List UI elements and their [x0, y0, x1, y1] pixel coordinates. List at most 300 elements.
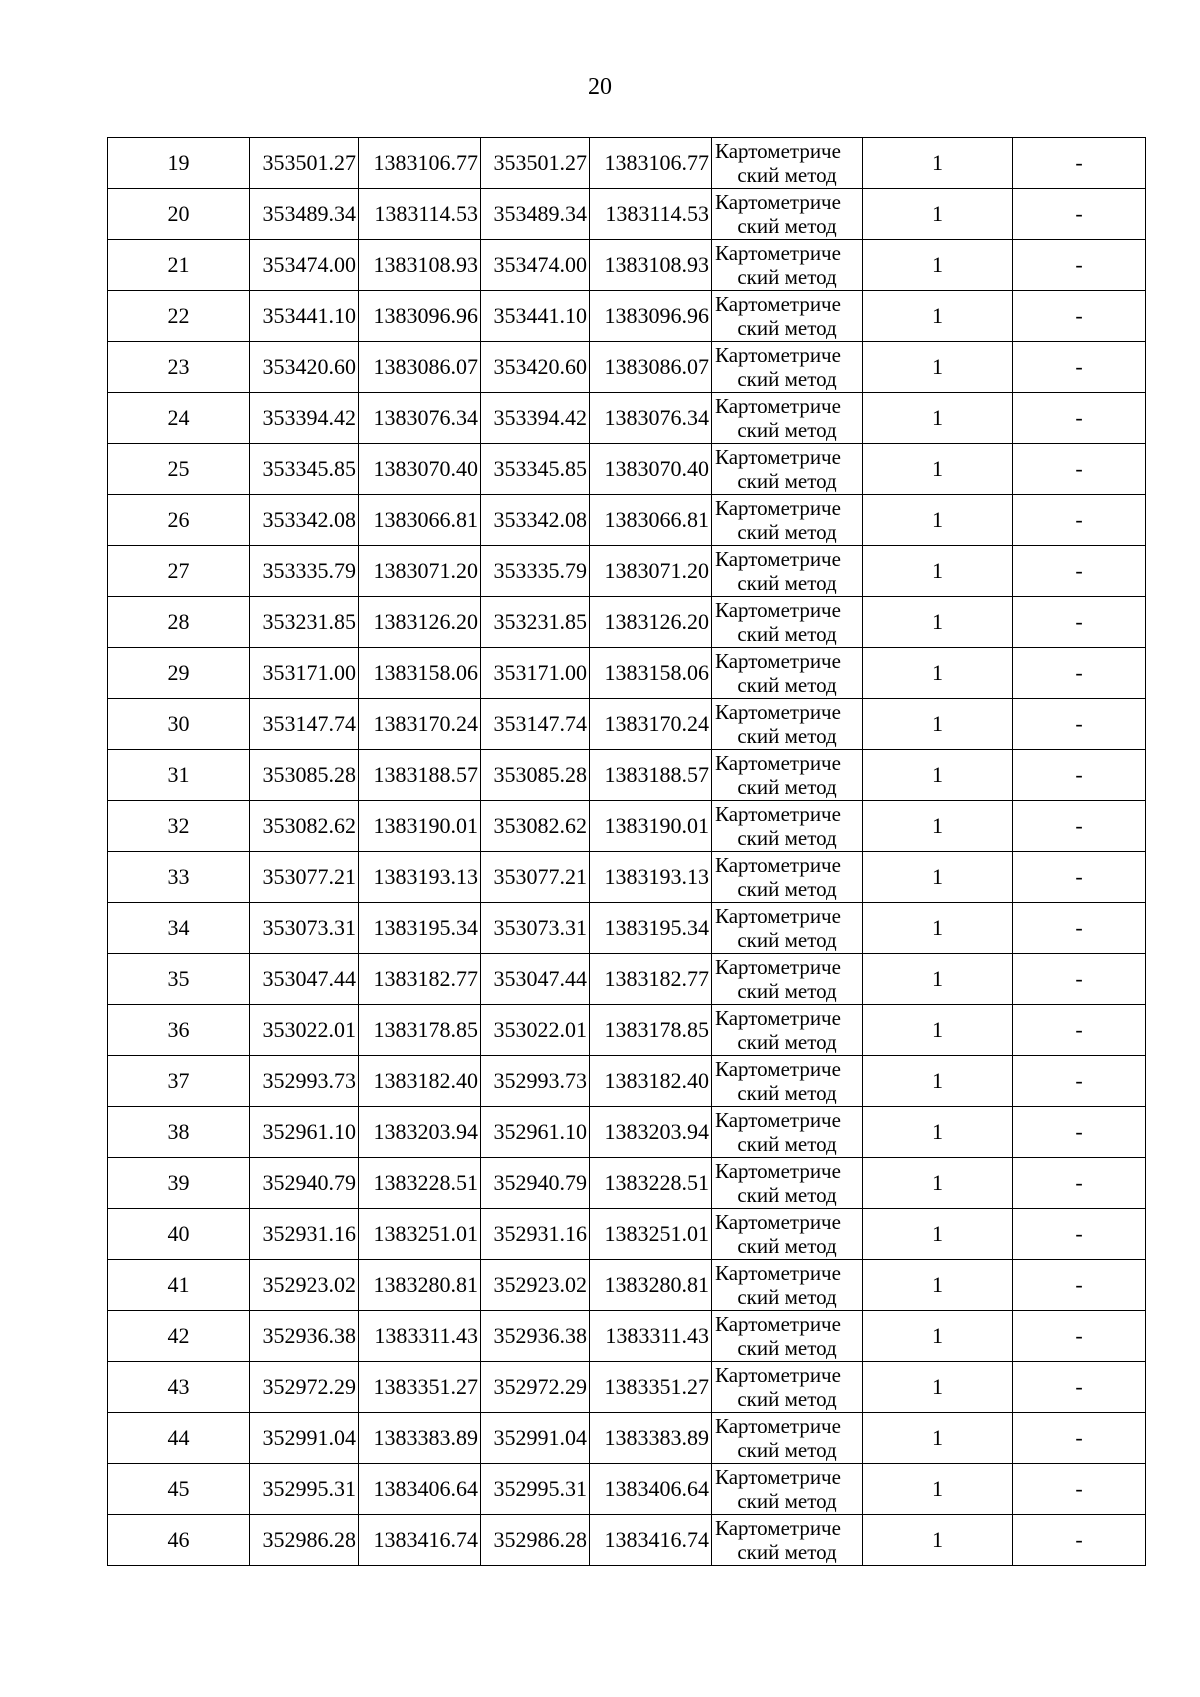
- method-line-1: Картометриче: [715, 955, 841, 979]
- y-refined-cell: 1383203.94: [590, 1107, 712, 1158]
- x-refined-cell: 353231.85: [481, 597, 590, 648]
- point-number-cell: 45: [108, 1464, 250, 1515]
- coordinates-table-body: [108, 138, 1146, 1566]
- method-line-2: ский метод: [737, 265, 837, 289]
- y-refined-cell: 1383096.96: [590, 291, 712, 342]
- accuracy-cell: 1: [863, 1515, 1013, 1566]
- y-refined-cell: 1383193.13: [590, 852, 712, 903]
- table-row: [108, 1464, 1146, 1515]
- note-cell: -: [1013, 291, 1146, 342]
- x-existing-cell: 352931.16: [250, 1209, 359, 1260]
- note-cell: -: [1013, 1362, 1146, 1413]
- method-line-1: Картометриче: [715, 802, 841, 826]
- method-line-1: Картометриче: [715, 1210, 841, 1234]
- method-cell: [712, 444, 863, 495]
- table-row: [108, 1260, 1146, 1311]
- method-line-1: Картометриче: [715, 1006, 841, 1030]
- x-existing-cell: 353441.10: [250, 291, 359, 342]
- method-cell: [712, 699, 863, 750]
- accuracy-cell: 1: [863, 648, 1013, 699]
- accuracy-cell: 1: [863, 1311, 1013, 1362]
- x-existing-cell: 352936.38: [250, 1311, 359, 1362]
- y-refined-cell: 1383126.20: [590, 597, 712, 648]
- method-line-1: Картометриче: [715, 445, 841, 469]
- y-refined-cell: 1383182.40: [590, 1056, 712, 1107]
- note-cell: -: [1013, 1515, 1146, 1566]
- note-cell: -: [1013, 495, 1146, 546]
- note-cell: -: [1013, 1311, 1146, 1362]
- y-existing-cell: 1383311.43: [359, 1311, 481, 1362]
- x-existing-cell: 353077.21: [250, 852, 359, 903]
- method-line-2: ский метод: [737, 367, 837, 391]
- y-refined-cell: 1383383.89: [590, 1413, 712, 1464]
- method-cell: [712, 1005, 863, 1056]
- x-existing-cell: 353047.44: [250, 954, 359, 1005]
- x-existing-cell: 353474.00: [250, 240, 359, 291]
- x-existing-cell: 353147.74: [250, 699, 359, 750]
- method-line-1: Картометриче: [715, 547, 841, 571]
- note-cell: -: [1013, 1005, 1146, 1056]
- point-number-cell: 26: [108, 495, 250, 546]
- method-line-2: ский метод: [737, 1030, 837, 1054]
- x-refined-cell: 353082.62: [481, 801, 590, 852]
- accuracy-cell: 1: [863, 495, 1013, 546]
- table-row: [108, 444, 1146, 495]
- method-line-1: Картометриче: [715, 853, 841, 877]
- y-existing-cell: 1383158.06: [359, 648, 481, 699]
- method-cell: [712, 342, 863, 393]
- x-existing-cell: 352995.31: [250, 1464, 359, 1515]
- method-line-2: ский метод: [737, 1438, 837, 1462]
- method-cell: [712, 1413, 863, 1464]
- x-refined-cell: 353171.00: [481, 648, 590, 699]
- method-line-2: ский метод: [737, 214, 837, 238]
- point-number-cell: 40: [108, 1209, 250, 1260]
- method-line-2: ский метод: [737, 622, 837, 646]
- y-existing-cell: 1383114.53: [359, 189, 481, 240]
- point-number-cell: 37: [108, 1056, 250, 1107]
- note-cell: -: [1013, 1413, 1146, 1464]
- point-number-cell: 24: [108, 393, 250, 444]
- method-line-2: ский метод: [737, 724, 837, 748]
- method-line-2: ский метод: [737, 1234, 837, 1258]
- point-number-cell: 34: [108, 903, 250, 954]
- point-number-cell: 44: [108, 1413, 250, 1464]
- method-line-2: ский метод: [737, 928, 837, 952]
- x-refined-cell: 353474.00: [481, 240, 590, 291]
- method-line-1: Картометриче: [715, 904, 841, 928]
- method-line-1: Картометриче: [715, 1516, 841, 1540]
- point-number-cell: 28: [108, 597, 250, 648]
- method-cell: [712, 546, 863, 597]
- accuracy-cell: 1: [863, 393, 1013, 444]
- method-cell: [712, 648, 863, 699]
- x-existing-cell: 353501.27: [250, 138, 359, 189]
- note-cell: -: [1013, 138, 1146, 189]
- y-existing-cell: 1383195.34: [359, 903, 481, 954]
- y-refined-cell: 1383070.40: [590, 444, 712, 495]
- table-row: [108, 648, 1146, 699]
- y-existing-cell: 1383182.40: [359, 1056, 481, 1107]
- method-line-2: ский метод: [737, 418, 837, 442]
- table-row: [108, 495, 1146, 546]
- x-refined-cell: 352931.16: [481, 1209, 590, 1260]
- method-line-1: Картометриче: [715, 1261, 841, 1285]
- method-cell: [712, 1107, 863, 1158]
- accuracy-cell: 1: [863, 1464, 1013, 1515]
- table-row: [108, 1158, 1146, 1209]
- method-line-2: ский метод: [737, 1285, 837, 1309]
- x-existing-cell: 352991.04: [250, 1413, 359, 1464]
- y-existing-cell: 1383178.85: [359, 1005, 481, 1056]
- y-existing-cell: 1383228.51: [359, 1158, 481, 1209]
- method-cell: [712, 1056, 863, 1107]
- accuracy-cell: 1: [863, 138, 1013, 189]
- x-refined-cell: 352940.79: [481, 1158, 590, 1209]
- x-existing-cell: 353342.08: [250, 495, 359, 546]
- y-refined-cell: 1383178.85: [590, 1005, 712, 1056]
- method-line-2: ский метод: [737, 1132, 837, 1156]
- x-refined-cell: 352991.04: [481, 1413, 590, 1464]
- method-line-1: Картометриче: [715, 751, 841, 775]
- accuracy-cell: 1: [863, 1107, 1013, 1158]
- y-refined-cell: 1383416.74: [590, 1515, 712, 1566]
- point-number-cell: 33: [108, 852, 250, 903]
- x-refined-cell: 353147.74: [481, 699, 590, 750]
- y-existing-cell: 1383070.40: [359, 444, 481, 495]
- method-line-2: ский метод: [737, 775, 837, 799]
- note-cell: -: [1013, 1158, 1146, 1209]
- accuracy-cell: 1: [863, 546, 1013, 597]
- method-cell: [712, 1260, 863, 1311]
- accuracy-cell: 1: [863, 1158, 1013, 1209]
- method-line-2: ский метод: [737, 979, 837, 1003]
- x-existing-cell: 353073.31: [250, 903, 359, 954]
- point-number-cell: 25: [108, 444, 250, 495]
- y-existing-cell: 1383416.74: [359, 1515, 481, 1566]
- y-refined-cell: 1383066.81: [590, 495, 712, 546]
- page-number: 20: [588, 74, 612, 100]
- x-refined-cell: 352993.73: [481, 1056, 590, 1107]
- y-refined-cell: 1383190.01: [590, 801, 712, 852]
- method-line-1: Картометриче: [715, 394, 841, 418]
- x-refined-cell: 353441.10: [481, 291, 590, 342]
- table-row: [108, 903, 1146, 954]
- method-line-1: Картометриче: [715, 1108, 841, 1132]
- point-number-cell: 30: [108, 699, 250, 750]
- y-existing-cell: 1383188.57: [359, 750, 481, 801]
- method-line-1: Картометриче: [715, 1465, 841, 1489]
- y-refined-cell: 1383195.34: [590, 903, 712, 954]
- accuracy-cell: 1: [863, 1005, 1013, 1056]
- x-existing-cell: 353420.60: [250, 342, 359, 393]
- table-row: [108, 189, 1146, 240]
- accuracy-cell: 1: [863, 1362, 1013, 1413]
- x-existing-cell: 353345.85: [250, 444, 359, 495]
- note-cell: -: [1013, 546, 1146, 597]
- method-line-1: Картометриче: [715, 139, 841, 163]
- accuracy-cell: 1: [863, 1209, 1013, 1260]
- method-line-1: Картометриче: [715, 1312, 841, 1336]
- method-cell: [712, 954, 863, 1005]
- y-existing-cell: 1383066.81: [359, 495, 481, 546]
- point-number-cell: 36: [108, 1005, 250, 1056]
- note-cell: -: [1013, 954, 1146, 1005]
- point-number-cell: 19: [108, 138, 250, 189]
- x-existing-cell: 352961.10: [250, 1107, 359, 1158]
- table-row: [108, 1311, 1146, 1362]
- table-row: [108, 342, 1146, 393]
- y-existing-cell: 1383096.96: [359, 291, 481, 342]
- method-cell: [712, 801, 863, 852]
- table-row: [108, 1413, 1146, 1464]
- x-existing-cell: 352940.79: [250, 1158, 359, 1209]
- method-line-1: Картометриче: [715, 241, 841, 265]
- note-cell: -: [1013, 240, 1146, 291]
- method-line-2: ский метод: [737, 1540, 837, 1564]
- table-row: [108, 750, 1146, 801]
- y-refined-cell: 1383108.93: [590, 240, 712, 291]
- method-cell: [712, 1515, 863, 1566]
- note-cell: -: [1013, 444, 1146, 495]
- accuracy-cell: 1: [863, 852, 1013, 903]
- y-refined-cell: 1383351.27: [590, 1362, 712, 1413]
- x-refined-cell: 353394.42: [481, 393, 590, 444]
- y-refined-cell: 1383114.53: [590, 189, 712, 240]
- table-row: [108, 291, 1146, 342]
- method-line-2: ский метод: [737, 1387, 837, 1411]
- method-line-2: ский метод: [737, 571, 837, 595]
- x-existing-cell: 353489.34: [250, 189, 359, 240]
- x-refined-cell: 352961.10: [481, 1107, 590, 1158]
- x-refined-cell: 353085.28: [481, 750, 590, 801]
- method-cell: [712, 750, 863, 801]
- method-cell: [712, 240, 863, 291]
- method-cell: [712, 1158, 863, 1209]
- y-existing-cell: 1383170.24: [359, 699, 481, 750]
- x-existing-cell: 353085.28: [250, 750, 359, 801]
- point-number-cell: 39: [108, 1158, 250, 1209]
- note-cell: -: [1013, 699, 1146, 750]
- x-existing-cell: 352993.73: [250, 1056, 359, 1107]
- x-existing-cell: 353171.00: [250, 648, 359, 699]
- table-row: [108, 801, 1146, 852]
- y-existing-cell: 1383076.34: [359, 393, 481, 444]
- point-number-cell: 27: [108, 546, 250, 597]
- method-line-1: Картометриче: [715, 1414, 841, 1438]
- method-line-2: ский метод: [737, 1183, 837, 1207]
- point-number-cell: 43: [108, 1362, 250, 1413]
- y-existing-cell: 1383108.93: [359, 240, 481, 291]
- y-refined-cell: 1383182.77: [590, 954, 712, 1005]
- method-cell: [712, 597, 863, 648]
- table-row: [108, 546, 1146, 597]
- table-row: [108, 240, 1146, 291]
- note-cell: -: [1013, 393, 1146, 444]
- y-refined-cell: 1383251.01: [590, 1209, 712, 1260]
- x-refined-cell: 353420.60: [481, 342, 590, 393]
- y-existing-cell: 1383190.01: [359, 801, 481, 852]
- y-existing-cell: 1383106.77: [359, 138, 481, 189]
- accuracy-cell: 1: [863, 1260, 1013, 1311]
- x-refined-cell: 353489.34: [481, 189, 590, 240]
- note-cell: -: [1013, 342, 1146, 393]
- accuracy-cell: 1: [863, 1413, 1013, 1464]
- x-refined-cell: 353342.08: [481, 495, 590, 546]
- y-existing-cell: 1383071.20: [359, 546, 481, 597]
- x-refined-cell: 352986.28: [481, 1515, 590, 1566]
- y-refined-cell: 1383106.77: [590, 138, 712, 189]
- method-line-1: Картометриче: [715, 496, 841, 520]
- point-number-cell: 41: [108, 1260, 250, 1311]
- note-cell: -: [1013, 903, 1146, 954]
- note-cell: -: [1013, 750, 1146, 801]
- point-number-cell: 23: [108, 342, 250, 393]
- y-refined-cell: 1383158.06: [590, 648, 712, 699]
- method-cell: [712, 495, 863, 546]
- table-row: [108, 138, 1146, 189]
- table-row: [108, 1515, 1146, 1566]
- note-cell: -: [1013, 1056, 1146, 1107]
- x-refined-cell: 353345.85: [481, 444, 590, 495]
- method-cell: [712, 1464, 863, 1515]
- y-existing-cell: 1383383.89: [359, 1413, 481, 1464]
- method-line-1: Картометриче: [715, 1363, 841, 1387]
- method-line-1: Картометриче: [715, 598, 841, 622]
- x-existing-cell: 353335.79: [250, 546, 359, 597]
- x-existing-cell: 353082.62: [250, 801, 359, 852]
- table-row: [108, 393, 1146, 444]
- accuracy-cell: 1: [863, 699, 1013, 750]
- x-refined-cell: 352995.31: [481, 1464, 590, 1515]
- point-number-cell: 38: [108, 1107, 250, 1158]
- method-line-2: ский метод: [737, 469, 837, 493]
- x-refined-cell: 353335.79: [481, 546, 590, 597]
- y-existing-cell: 1383280.81: [359, 1260, 481, 1311]
- x-existing-cell: 353022.01: [250, 1005, 359, 1056]
- x-refined-cell: 353077.21: [481, 852, 590, 903]
- note-cell: -: [1013, 1260, 1146, 1311]
- x-existing-cell: 352972.29: [250, 1362, 359, 1413]
- table-row: [108, 597, 1146, 648]
- method-line-2: ский метод: [737, 520, 837, 544]
- y-existing-cell: 1383203.94: [359, 1107, 481, 1158]
- method-line-2: ский метод: [737, 826, 837, 850]
- accuracy-cell: 1: [863, 240, 1013, 291]
- y-existing-cell: 1383126.20: [359, 597, 481, 648]
- note-cell: -: [1013, 1209, 1146, 1260]
- point-number-cell: 22: [108, 291, 250, 342]
- point-number-cell: 42: [108, 1311, 250, 1362]
- table-row: [108, 1005, 1146, 1056]
- method-line-1: Картометриче: [715, 1057, 841, 1081]
- note-cell: -: [1013, 1464, 1146, 1515]
- method-line-1: Картометриче: [715, 190, 841, 214]
- y-refined-cell: 1383280.81: [590, 1260, 712, 1311]
- method-cell: [712, 1209, 863, 1260]
- accuracy-cell: 1: [863, 342, 1013, 393]
- table-row: [108, 852, 1146, 903]
- method-line-2: ский метод: [737, 877, 837, 901]
- x-refined-cell: 353022.01: [481, 1005, 590, 1056]
- x-refined-cell: 352923.02: [481, 1260, 590, 1311]
- method-cell: [712, 138, 863, 189]
- x-existing-cell: 353231.85: [250, 597, 359, 648]
- y-existing-cell: 1383182.77: [359, 954, 481, 1005]
- table-row: [108, 954, 1146, 1005]
- accuracy-cell: 1: [863, 954, 1013, 1005]
- accuracy-cell: 1: [863, 597, 1013, 648]
- x-refined-cell: 352936.38: [481, 1311, 590, 1362]
- table-row: [108, 1362, 1146, 1413]
- method-line-1: Картометриче: [715, 649, 841, 673]
- x-existing-cell: 353394.42: [250, 393, 359, 444]
- note-cell: -: [1013, 189, 1146, 240]
- method-line-1: Картометриче: [715, 343, 841, 367]
- method-line-2: ский метод: [737, 1081, 837, 1105]
- y-existing-cell: 1383086.07: [359, 342, 481, 393]
- x-refined-cell: 353501.27: [481, 138, 590, 189]
- y-refined-cell: 1383076.34: [590, 393, 712, 444]
- accuracy-cell: 1: [863, 189, 1013, 240]
- method-cell: [712, 903, 863, 954]
- note-cell: -: [1013, 852, 1146, 903]
- y-refined-cell: 1383228.51: [590, 1158, 712, 1209]
- point-number-cell: 31: [108, 750, 250, 801]
- table-row: [108, 1209, 1146, 1260]
- point-number-cell: 21: [108, 240, 250, 291]
- y-refined-cell: 1383311.43: [590, 1311, 712, 1362]
- accuracy-cell: 1: [863, 1056, 1013, 1107]
- method-line-2: ский метод: [737, 673, 837, 697]
- table-row: [108, 1056, 1146, 1107]
- y-refined-cell: 1383071.20: [590, 546, 712, 597]
- note-cell: -: [1013, 597, 1146, 648]
- method-cell: [712, 852, 863, 903]
- y-existing-cell: 1383351.27: [359, 1362, 481, 1413]
- note-cell: -: [1013, 801, 1146, 852]
- x-refined-cell: 353073.31: [481, 903, 590, 954]
- method-cell: [712, 1311, 863, 1362]
- table-row: [108, 699, 1146, 750]
- point-number-cell: 29: [108, 648, 250, 699]
- x-existing-cell: 352923.02: [250, 1260, 359, 1311]
- accuracy-cell: 1: [863, 444, 1013, 495]
- y-refined-cell: 1383406.64: [590, 1464, 712, 1515]
- point-number-cell: 46: [108, 1515, 250, 1566]
- method-line-2: ский метод: [737, 1336, 837, 1360]
- method-line-1: Картометриче: [715, 292, 841, 316]
- x-refined-cell: 353047.44: [481, 954, 590, 1005]
- x-existing-cell: 352986.28: [250, 1515, 359, 1566]
- point-number-cell: 32: [108, 801, 250, 852]
- coordinates-table: [107, 137, 1146, 1566]
- accuracy-cell: 1: [863, 750, 1013, 801]
- point-number-cell: 20: [108, 189, 250, 240]
- method-cell: [712, 1362, 863, 1413]
- y-refined-cell: 1383188.57: [590, 750, 712, 801]
- table-row: [108, 1107, 1146, 1158]
- method-line-1: Картометриче: [715, 1159, 841, 1183]
- note-cell: -: [1013, 1107, 1146, 1158]
- method-line-2: ский метод: [737, 1489, 837, 1513]
- method-cell: [712, 291, 863, 342]
- y-existing-cell: 1383193.13: [359, 852, 481, 903]
- method-cell: [712, 189, 863, 240]
- method-line-2: ский метод: [737, 163, 837, 187]
- y-refined-cell: 1383086.07: [590, 342, 712, 393]
- method-line-1: Картометриче: [715, 700, 841, 724]
